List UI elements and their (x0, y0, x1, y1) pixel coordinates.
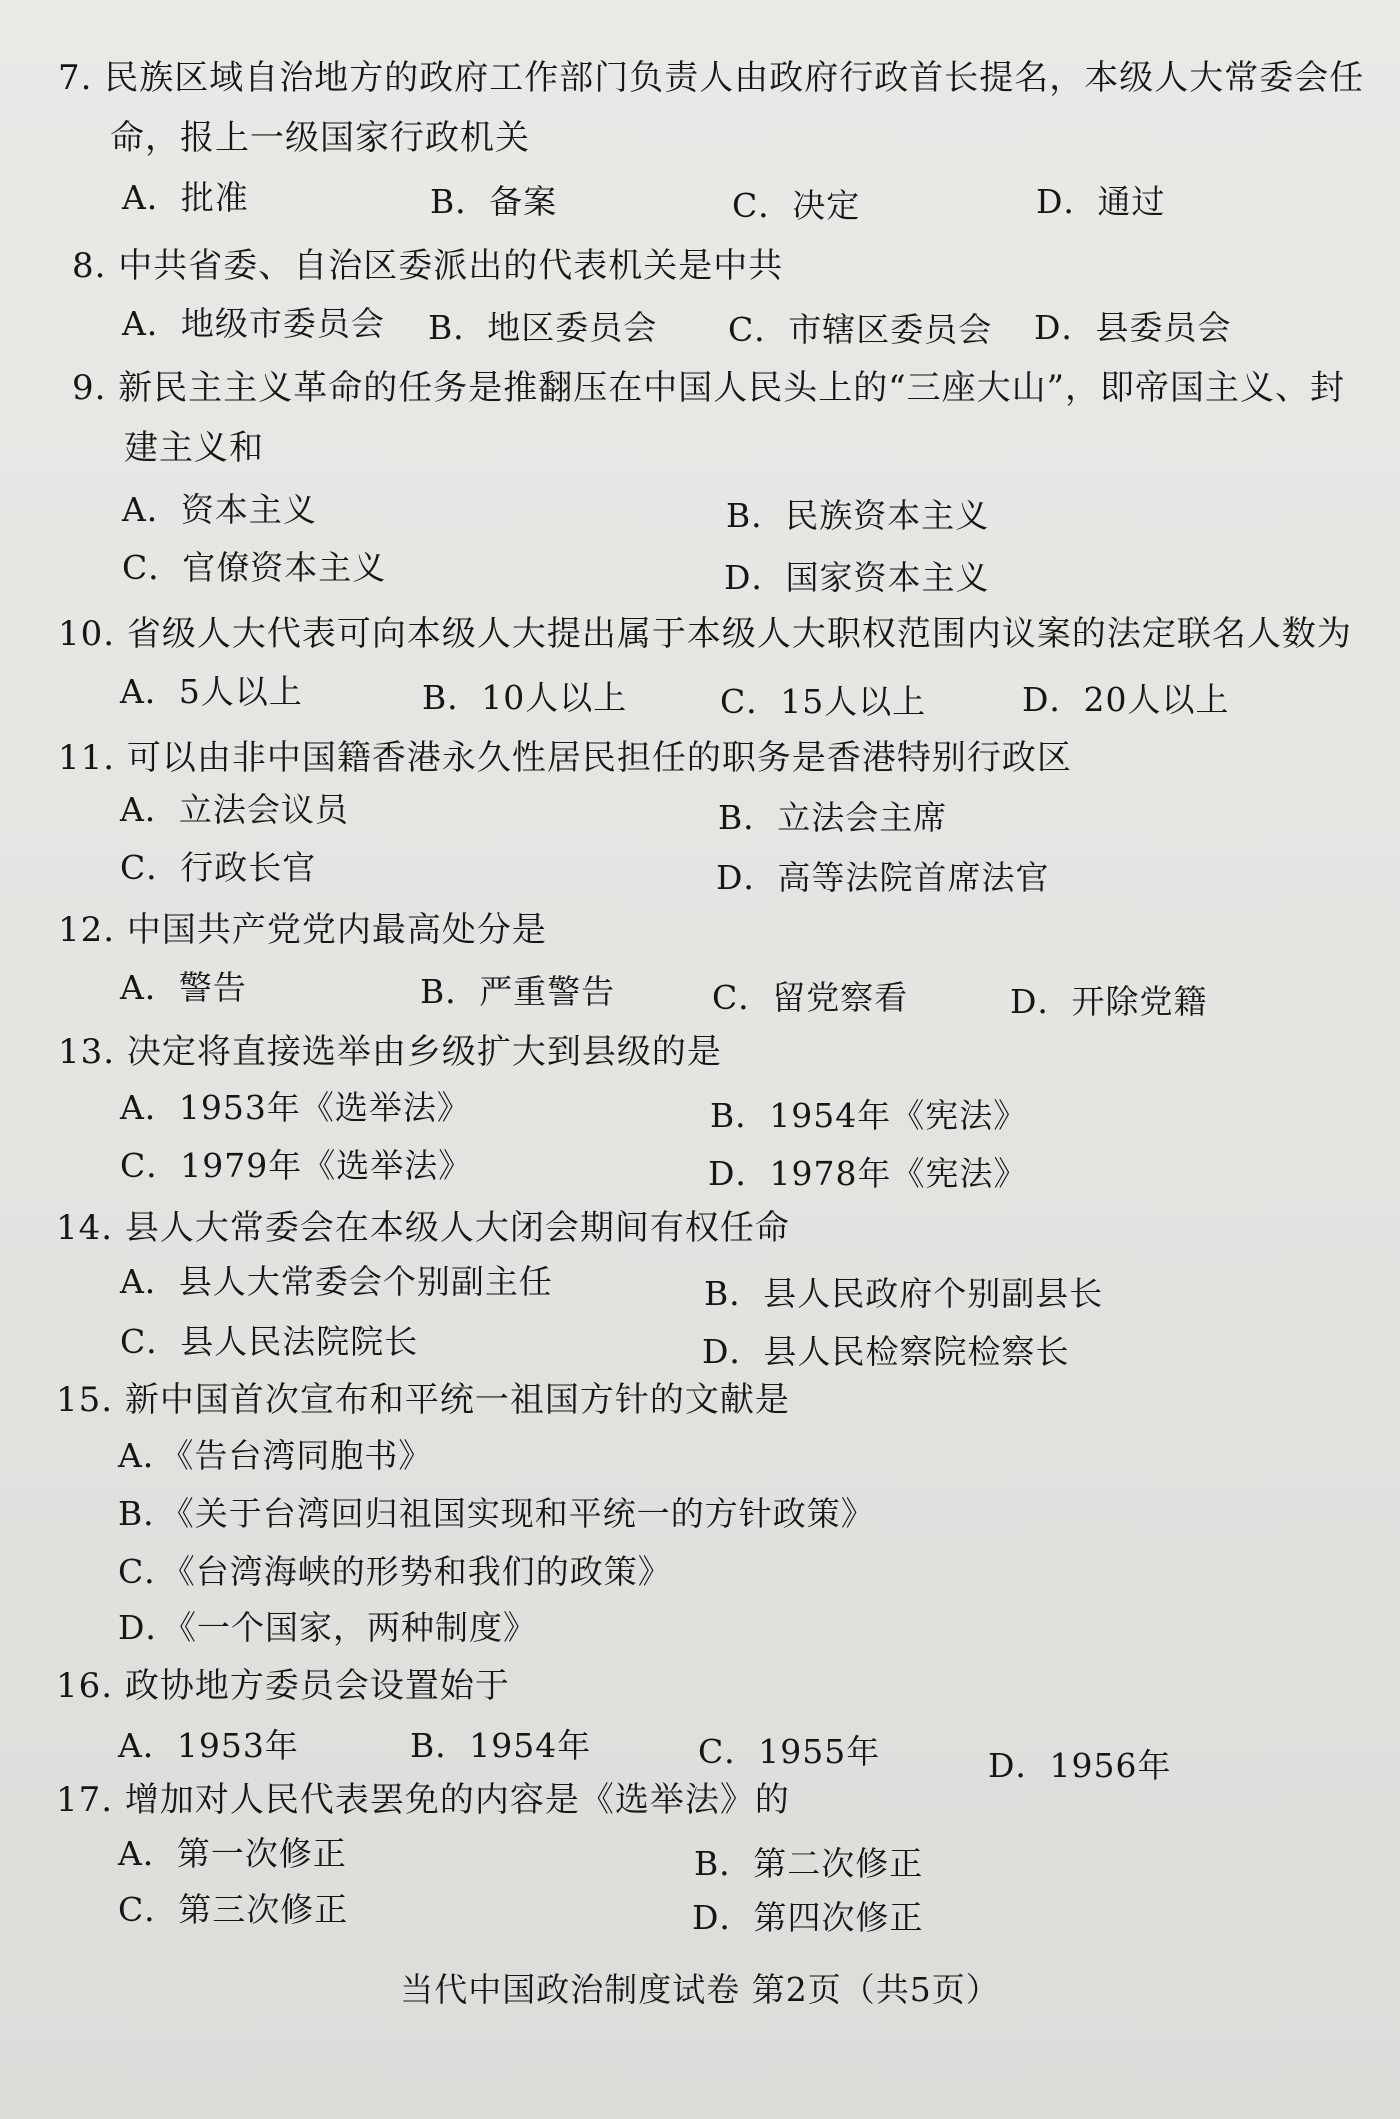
question-12-option-a[interactable]: A．警告 (120, 968, 247, 1007)
question-8-option-d[interactable]: D．县委员会 (1034, 308, 1232, 347)
question-14-option-a[interactable]: A．县人大常委会个别副主任 (120, 1262, 553, 1301)
question-15-option-d[interactable]: D．《一个国家，两种制度》 (118, 1608, 537, 1647)
question-16-option-a[interactable]: A．1953年 (118, 1726, 299, 1765)
question-13-option-c[interactable]: C．1979年《选举法》 (120, 1146, 473, 1185)
question-10-option-a[interactable]: A．5人以上 (120, 672, 303, 711)
question-17-option-d[interactable]: D．第四次修正 (692, 1898, 924, 1937)
question-number: 11. (58, 738, 116, 778)
question-number: 16. (56, 1666, 114, 1706)
question-17-option-b[interactable]: B．第二次修正 (694, 1844, 924, 1883)
question-11-option-a[interactable]: A．立法会议员 (120, 790, 349, 829)
question-17-option-c[interactable]: C．第三次修正 (118, 1890, 349, 1929)
question-15-option-b[interactable]: B．《关于台湾回归祖国实现和平统一的方针政策》 (118, 1494, 875, 1533)
question-text: 县人大常委会在本级人大闭会期间有权任命 (124, 1208, 790, 1248)
question-17-option-a[interactable]: A．第一次修正 (118, 1834, 347, 1873)
question-text: 可以由非中国籍香港永久性居民担任的职务是香港特别行政区 (126, 738, 1072, 778)
question-15-option-a[interactable]: A．《告台湾同胞书》 (118, 1436, 433, 1475)
question-11-option-b[interactable]: B．立法会主席 (718, 798, 948, 837)
question-7-stem-cont: 命，报上一级国家行政机关 (110, 118, 530, 158)
question-text: 中国共产党党内最高处分是 (126, 910, 547, 950)
question-text: 省级人大代表可向本级人大提出属于本级人大职权范围内议案的法定联名人数为 (126, 614, 1352, 654)
question-15-option-c[interactable]: C．《台湾海峡的形势和我们的政策》 (118, 1552, 672, 1591)
question-8-stem (72, 236, 783, 296)
question-12-stem (58, 900, 547, 960)
question-10-option-d[interactable]: D．20人以上 (1022, 680, 1230, 719)
question-16-option-c[interactable]: C．1955年 (698, 1732, 881, 1771)
question-number: 15. (56, 1380, 114, 1420)
question-7-option-b[interactable]: B．备案 (430, 182, 558, 221)
question-number: 10. (58, 614, 116, 654)
question-text: 政协地方委员会设置始于 (124, 1666, 510, 1706)
question-9-option-c[interactable]: C．官僚资本主义 (122, 548, 387, 587)
question-13-stem (58, 1022, 722, 1082)
question-number: 17. (56, 1780, 114, 1820)
question-number: 9. (72, 368, 107, 408)
question-11-option-c[interactable]: C．行政长官 (120, 848, 317, 887)
question-number: 8. (72, 246, 107, 286)
question-12-option-b[interactable]: B．严重警告 (420, 972, 616, 1011)
question-16-option-b[interactable]: B．1954年 (410, 1726, 592, 1765)
question-number: 7. (58, 58, 93, 98)
question-7-stem (58, 48, 1364, 108)
question-14-option-d[interactable]: D．县人民检察院检察长 (702, 1332, 1070, 1371)
question-14-option-c[interactable]: C．县人民法院院长 (120, 1322, 419, 1361)
question-10-option-c[interactable]: C．15人以上 (720, 682, 927, 721)
question-8-option-b[interactable]: B．地区委员会 (428, 308, 658, 347)
question-11-option-d[interactable]: D．高等法院首席法官 (716, 858, 1050, 897)
page-footer: 当代中国政治制度试卷 第2页（共5页） (400, 1970, 1000, 2009)
question-17-stem (56, 1770, 790, 1830)
question-7-option-c[interactable]: C．决定 (732, 186, 861, 225)
question-10-option-b[interactable]: B．10人以上 (422, 678, 628, 717)
question-8-option-a[interactable]: A．地级市委员会 (122, 304, 385, 343)
question-13-option-a[interactable]: A．1953年《选举法》 (120, 1088, 471, 1127)
question-15-stem (56, 1370, 790, 1430)
question-text: 中共省委、自治区委派出的代表机关是中共 (118, 246, 784, 286)
question-number: 12. (58, 910, 116, 950)
question-12-option-d[interactable]: D．开除党籍 (1010, 982, 1208, 1021)
question-text: 新民主主义革命的任务是推翻压在中国人民头上的“三座大山”，即帝国主义、封 (118, 368, 1346, 408)
question-text: 民族区域自治地方的政府工作部门负责人由政府行政首长提名，本级人大常委会任 (104, 58, 1365, 98)
question-13-option-b[interactable]: B．1954年《宪法》 (710, 1096, 1028, 1135)
question-13-option-d[interactable]: D．1978年《宪法》 (708, 1154, 1028, 1193)
question-text: 决定将直接选举由乡级扩大到县级的是 (126, 1032, 722, 1072)
question-9-option-b[interactable]: B．民族资本主义 (726, 496, 990, 535)
question-9-option-a[interactable]: A．资本主义 (122, 490, 317, 529)
question-9-stem-cont: 建主义和 (124, 428, 264, 468)
question-9-stem (72, 358, 1345, 418)
question-16-option-d[interactable]: D．1956年 (988, 1746, 1172, 1785)
question-7-option-d[interactable]: D．通过 (1036, 182, 1166, 221)
question-10-stem (58, 604, 1352, 664)
question-12-option-c[interactable]: C．留党察看 (712, 978, 909, 1017)
question-number: 14. (56, 1208, 114, 1248)
question-number: 13. (58, 1032, 116, 1072)
question-7-option-a[interactable]: A．批准 (122, 178, 249, 217)
question-text: 增加对人民代表罢免的内容是《选举法》的 (124, 1780, 790, 1820)
question-14-option-b[interactable]: B．县人民政府个别副县长 (704, 1274, 1104, 1313)
question-9-option-d[interactable]: D．国家资本主义 (724, 558, 990, 597)
question-16-stem (56, 1656, 510, 1716)
question-8-option-c[interactable]: C．市辖区委员会 (728, 310, 993, 349)
question-14-stem (56, 1198, 790, 1258)
question-11-stem (58, 728, 1072, 788)
question-text: 新中国首次宣布和平统一祖国方针的文献是 (124, 1380, 790, 1420)
